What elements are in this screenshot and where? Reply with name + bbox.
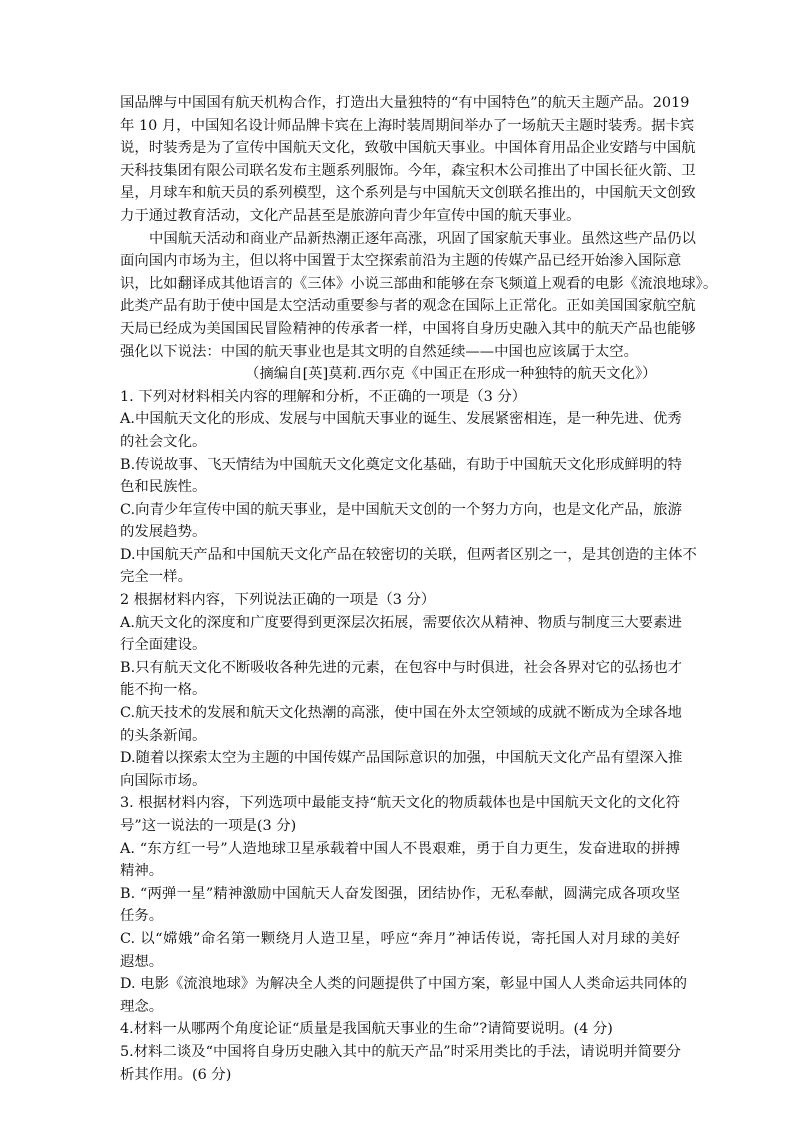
option-line: 的社会文化。	[120, 433, 207, 450]
option-b	[120, 454, 680, 499]
question-stem: 号”这一说法的一项是(3 分)	[120, 818, 297, 834]
option-a	[120, 408, 680, 453]
question-4: 4.材料一从哪两个角度论证“质量是我国航天事业的生命”?请简要说明。(4 分)	[120, 1021, 613, 1038]
question-3	[120, 792, 688, 1018]
option-line: B. “两弹一星”精神激励中国航天人奋发图强，团结协作，无私奉献，圆满完成各项攻坚	[120, 885, 680, 902]
option-d	[120, 973, 688, 1018]
option-line: D.随着以探索太空为主题的中国传媒产品国际意识的加强，中国航天文化产品有望深入推	[120, 750, 683, 767]
text-line: 说，时装秀是为了宣传中国航天文化，致敬中国航天事业。中国体育用品企业安踏与中国航	[120, 140, 696, 157]
option-line: C.向青少年宣传中国的航天事业，是中国航天文创的一个努力方向，也是文化产品，旅游	[120, 501, 682, 518]
option-line: 能不拘一格。	[120, 682, 207, 699]
option-c	[120, 499, 680, 544]
text-line: 天科技集团有限公司联名发布主题系列服饰。今年，森宝积木公司推出了中国长征火箭、卫	[120, 162, 696, 179]
text-line: 年 10 月，中国知名设计师品牌卡宾在上海时装周期间举办了一场航天主题时装秀。据卡宾	[120, 117, 695, 134]
option-c	[120, 702, 680, 747]
option-line: 精神。	[120, 863, 164, 880]
option-a	[120, 838, 680, 883]
question-stem: 2 根据材料内容，下列说法正确的一项是（3 分）	[120, 592, 436, 609]
option-line: B.传说故事、飞天情结为中国航天文化奠定文化基础，有助于中国航天文化形成鲜明的特	[120, 456, 682, 473]
option-line: A.中国航天文化的形成、发展与中国航天事业的诞生、发展紧密相连，是一种先进、优秀	[120, 411, 682, 428]
option-line: C. 以“嫦娥”命名第一颗绕月人造卫星，呼应“奔月”神话传说，寄托国人对月球的美好	[120, 930, 680, 947]
option-line: C.航天技术的发展和航天文化热潮的高涨，使中国在外太空领域的成就不断成为全球各地	[120, 705, 682, 722]
option-b	[120, 883, 680, 928]
question-1	[120, 386, 697, 589]
exam-page	[120, 92, 718, 1086]
option-c	[120, 928, 680, 973]
option-line: 的头条新闻。	[120, 727, 207, 744]
option-d	[120, 747, 683, 792]
passage-paragraph-2	[120, 228, 718, 364]
option-line: 行全面建设。	[120, 637, 207, 654]
text-line: 中国航天活动和商业产品新热潮正逐年高涨，巩固了国家航天事业。虽然这些产品仍以	[149, 230, 696, 247]
option-line: 色和民族性。	[120, 479, 207, 496]
option-line: A. “东方红一号”人造地球卫星承载着中国人不畏艰难，勇于自力更生，发奋进取的拼搏	[120, 840, 680, 857]
question-stem: 3. 根据材料内容，下列选项中最能支持“航天文化的物质载体也是中国航天文化的文化符	[120, 795, 680, 812]
option-d	[120, 544, 697, 589]
text-line: 力于通过教育活动，文化产品甚至是旅游向青少年宣传中国的航天事业。	[120, 207, 581, 224]
text-line: 天局已经成为美国国民冒险精神的传承者一样，中国将自身历史融入其中的航天产品也能够	[120, 320, 696, 337]
option-b	[120, 657, 680, 702]
passage-paragraph-1	[120, 92, 696, 228]
option-line: 遐想。	[120, 953, 164, 970]
option-line: 向国际市场。	[120, 772, 207, 789]
source-citation: （摘编自[英]莫莉.西尔克《中国正在形成一种独特的航天文化》）	[245, 366, 657, 383]
option-line: 任务。	[120, 908, 164, 925]
text-line: 此类产品有助于使中国是太空活动重要参与者的观念在国际上正常化。正如美国国家航空航	[120, 298, 696, 315]
question-5	[120, 1041, 680, 1086]
text-line: 面向国内市场为主，但以将中国置于太空探索前沿为主题的传媒产品已经开始渗入国际意	[120, 253, 682, 270]
text-line: 强化以下说法：中国的航天事业也是其文明的自然延续——中国也应该属于太空。	[120, 343, 639, 360]
option-line: D.中国航天产品和中国航天文化产品在较密切的关联，但两者区别之一，是其创造的主体不	[120, 546, 697, 563]
option-line: 完全一样。	[120, 569, 192, 586]
option-line: 理念。	[120, 998, 164, 1015]
text-line: 国品牌与中国国有航天机构合作，打造出大量独特的“有中国特色”的航天主题产品。2019	[120, 95, 690, 111]
text-line: 星，月球车和航天员的系列模型，这个系列是与中国航天文创联名推出的，中国航天文创致	[120, 185, 696, 202]
text-line: 识，比如翻译成其他语言的《三体》小说三部曲和能够在奈飞频道上观看的电影《流浪地球》。	[120, 275, 718, 292]
option-line: 的发展趋势。	[120, 524, 207, 541]
question-2	[120, 589, 683, 792]
question-stem: 1. 下列对材料相关内容的理解和分析，不正确的一项是（3 分）	[120, 388, 527, 405]
option-line: D. 电影《流浪地球》为解决全人类的问题提供了中国方案，彰显中国人人类命运共同体的	[120, 976, 688, 993]
option-line: A.航天文化的深度和广度要得到更深层次拓展，需要依次从精神、物质与制度三大要素进	[120, 614, 682, 631]
question-stem: 析其作用。(6 分)	[120, 1066, 232, 1083]
option-line: B.只有航天文化不断吸收各种先进的元素，在包容中与时俱进，社会各界对它的弘扬也才	[120, 659, 682, 676]
option-a	[120, 612, 680, 657]
question-stem: 5.材料二谈及“中国将自身历史融入其中的航天产品”时采用类比的手法，请说明并简要分	[120, 1043, 681, 1060]
